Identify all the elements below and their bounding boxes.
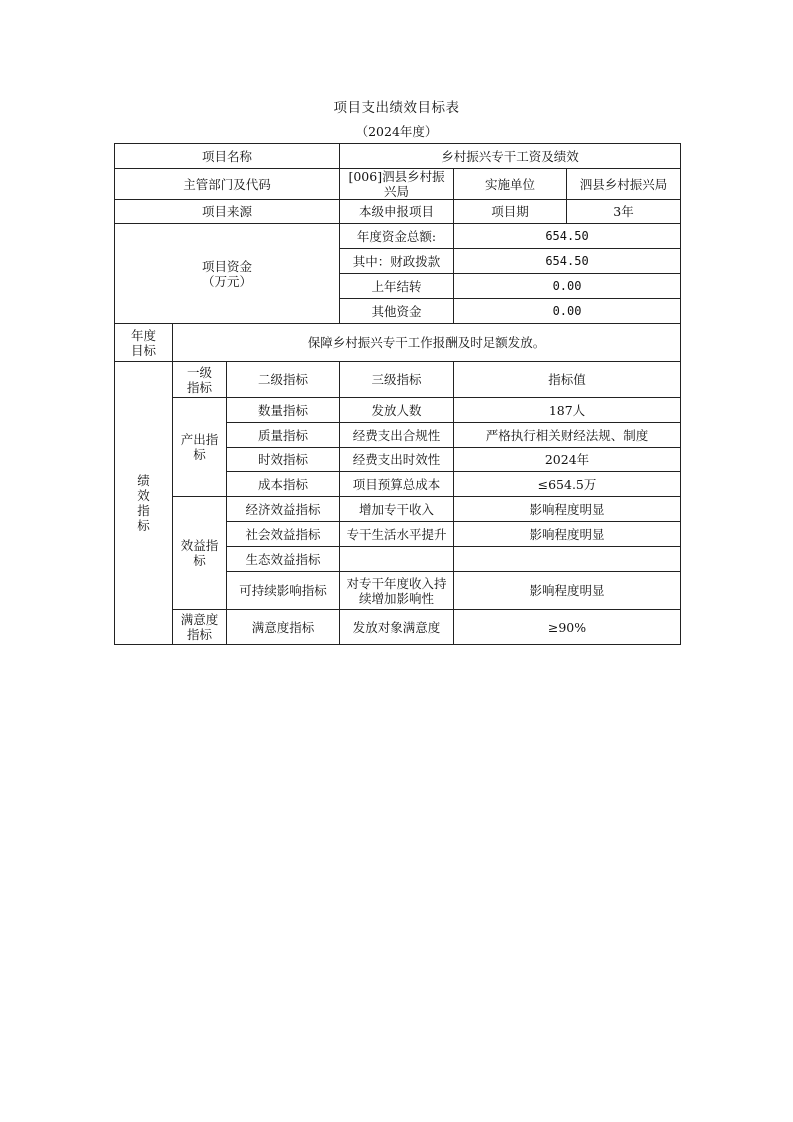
benefit-label-line2: 标 bbox=[193, 553, 206, 568]
indicator-value: ≥90% bbox=[454, 610, 681, 645]
indicator-row bbox=[115, 497, 681, 522]
project-source-label: 项目来源 bbox=[115, 200, 340, 224]
indicator-level3: 专干生活水平提升 bbox=[340, 522, 454, 547]
funds-carryover-value: 0.00 bbox=[454, 274, 681, 299]
funds-fiscal-label: 其中：财政拨款 bbox=[340, 249, 454, 274]
page-subtitle: （2024年度） bbox=[355, 124, 438, 139]
annual-goal-text: 保障乡村振兴专干工作报酬及时足额发放。 bbox=[173, 324, 681, 362]
funds-other-label: 其他资金 bbox=[340, 299, 454, 324]
indicator-level3-line2: 续增加影响性 bbox=[359, 590, 435, 606]
indicator-level3: 项目预算总成本 bbox=[340, 472, 454, 497]
funds-other-value: 0.00 bbox=[454, 299, 681, 324]
benefit-indicator-label bbox=[173, 497, 227, 610]
indicator-value: 187人 bbox=[454, 398, 681, 423]
indicator-level3-line1: 对专干年度收入持 bbox=[346, 575, 447, 591]
output-indicator-label bbox=[173, 398, 227, 497]
indicator-value: 影响程度明显 bbox=[454, 572, 681, 610]
project-source-value: 本级申报项目 bbox=[340, 200, 454, 224]
department-row bbox=[115, 169, 681, 200]
indicator-level3: 发放人数 bbox=[340, 398, 454, 423]
indicator-value: ≤654.5万 bbox=[454, 472, 681, 497]
department-value: [006]泗县乡村振兴局 bbox=[340, 169, 454, 200]
indicator-level3: 增加专干收入 bbox=[340, 497, 454, 522]
funds-label-line2: （万元） bbox=[202, 273, 253, 289]
funds-carryover-label: 上年结转 bbox=[340, 274, 454, 299]
indicator-level3 bbox=[340, 572, 454, 610]
department-label: 主管部门及代码 bbox=[115, 169, 340, 200]
project-period-value: 3年 bbox=[567, 200, 681, 224]
project-name-value: 乡村振兴专干工资及绩效 bbox=[340, 144, 681, 169]
annual-goal-label bbox=[115, 324, 173, 362]
satisfaction-indicator-label bbox=[173, 610, 227, 645]
satisfaction-row bbox=[115, 610, 681, 645]
indicator-value bbox=[454, 547, 681, 572]
indicators-section-char: 标 bbox=[137, 518, 150, 533]
output-label-line2: 标 bbox=[193, 447, 206, 462]
indicator-level3: 经费支出时效性 bbox=[340, 448, 454, 472]
project-name-label: 项目名称 bbox=[115, 144, 340, 169]
header-level1-line2: 指标 bbox=[186, 379, 212, 395]
funds-fiscal-value: 654.50 bbox=[454, 249, 681, 274]
annual-goal-row bbox=[115, 324, 681, 362]
indicator-level2: 经济效益指标 bbox=[227, 497, 340, 522]
indicators-section-char: 绩 bbox=[137, 473, 150, 488]
header-value: 指标值 bbox=[454, 362, 681, 398]
implementing-unit-value: 泗县乡村振兴局 bbox=[567, 169, 681, 200]
annual-goal-label-line2: 目标 bbox=[130, 342, 156, 358]
benefit-label-line1: 效益指 bbox=[180, 538, 219, 553]
funds-total-row bbox=[115, 224, 681, 249]
indicator-level2: 社会效益指标 bbox=[227, 522, 340, 547]
indicator-value: 2024年 bbox=[454, 448, 681, 472]
annual-goal-label-line1: 年度 bbox=[130, 327, 156, 343]
indicator-level2: 时效指标 bbox=[227, 448, 340, 472]
satisfaction-label-line1: 满意度 bbox=[180, 612, 219, 627]
indicator-value: 影响程度明显 bbox=[454, 497, 681, 522]
header-level1-line1: 一级 bbox=[186, 364, 212, 380]
header-level1 bbox=[173, 362, 227, 398]
indicator-level3 bbox=[340, 547, 454, 572]
indicator-row bbox=[115, 398, 681, 423]
indicator-level2: 质量指标 bbox=[227, 423, 340, 448]
funds-total-value: 654.50 bbox=[454, 224, 681, 249]
page-title: 项目支出绩效目标表 bbox=[333, 100, 460, 116]
project-period-label: 项目期 bbox=[454, 200, 567, 224]
header-level2: 二级指标 bbox=[227, 362, 340, 398]
funds-label-line1: 项目资金 bbox=[202, 258, 253, 274]
performance-table bbox=[114, 143, 681, 645]
implementing-unit-label: 实施单位 bbox=[454, 169, 567, 200]
satisfaction-label-line2: 指标 bbox=[186, 627, 212, 642]
indicator-level2: 成本指标 bbox=[227, 472, 340, 497]
indicators-section-label bbox=[115, 362, 173, 645]
indicator-level3: 经费支出合规性 bbox=[340, 423, 454, 448]
indicator-level2: 数量指标 bbox=[227, 398, 340, 423]
indicator-header-row bbox=[115, 362, 681, 398]
funds-total-label: 年度资金总额: bbox=[340, 224, 454, 249]
indicator-value: 影响程度明显 bbox=[454, 522, 681, 547]
funds-label bbox=[115, 224, 340, 324]
indicator-value: 严格执行相关财经法规、制度 bbox=[454, 423, 681, 448]
indicator-level3: 发放对象满意度 bbox=[340, 610, 454, 645]
header-level3: 三级指标 bbox=[340, 362, 454, 398]
source-row bbox=[115, 200, 681, 224]
project-name-row bbox=[115, 144, 681, 169]
indicator-level2: 满意度指标 bbox=[227, 610, 340, 645]
indicator-level2: 可持续影响指标 bbox=[227, 572, 340, 610]
output-label-line1: 产出指 bbox=[180, 432, 219, 447]
indicator-level2: 生态效益指标 bbox=[227, 547, 340, 572]
indicators-section-char: 效 bbox=[137, 488, 150, 503]
indicators-section-char: 指 bbox=[137, 503, 150, 518]
